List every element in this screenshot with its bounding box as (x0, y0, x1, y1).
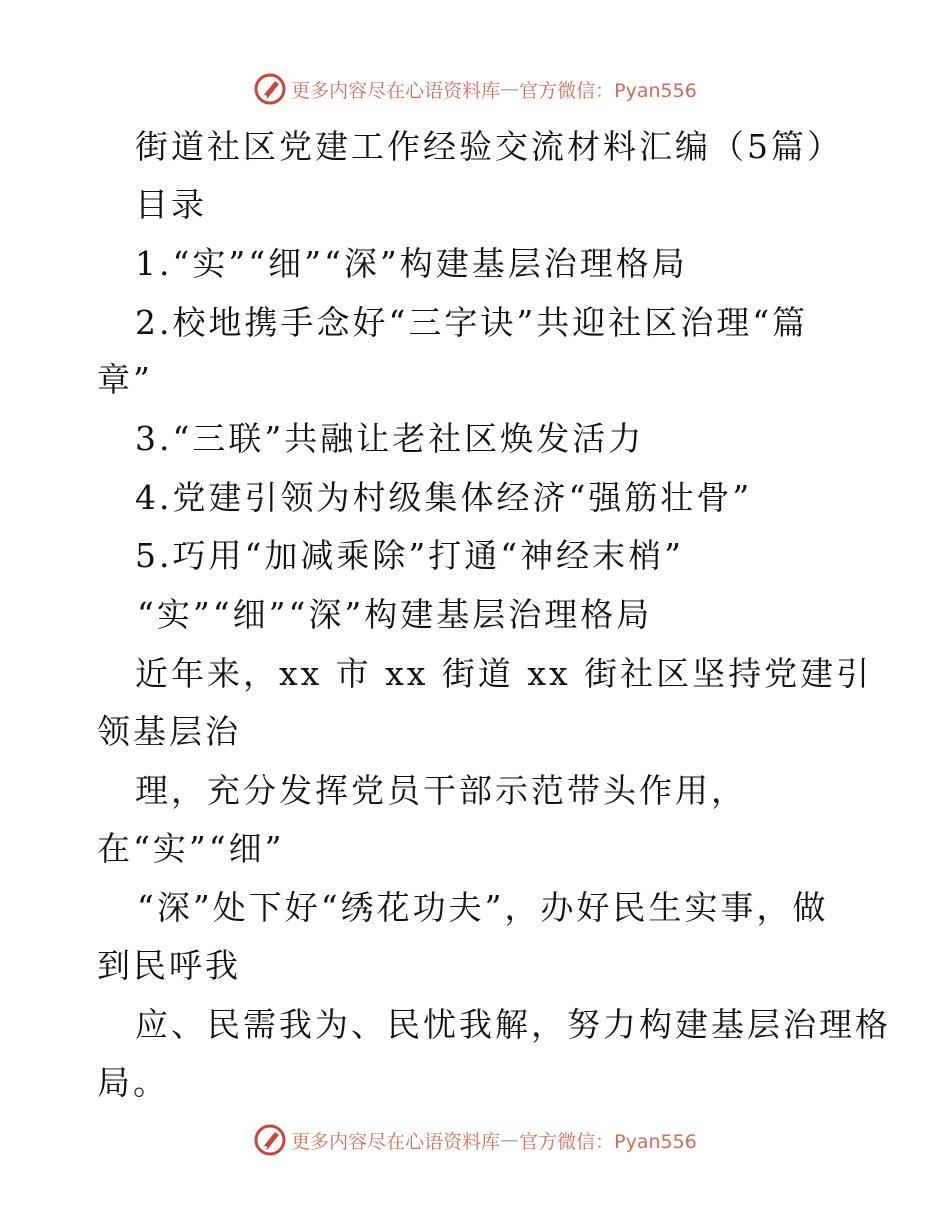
watermark-header (0, 72, 950, 106)
toc-item-2: 2.校地携手念好“三字诀”共迎社区治理“篇 (135, 303, 809, 342)
body-line-5: “深”处下好“绣花功夫”，办好民生实事，做 (137, 888, 829, 927)
body-line-3: 理，充分发挥党员干部示范带头作用， (135, 771, 747, 810)
body-line-6: 到民呼我 (97, 946, 241, 985)
toc-heading: 目录 (135, 185, 207, 224)
body-line-4: 在“实”“细” (97, 829, 285, 868)
body-line-2: 领基层治 (97, 712, 241, 751)
body-line-7: 应、民需我为、民忧我解，努力构建基层治理格 (135, 1005, 891, 1044)
watermark-wechat: 官方微信：Pyan556 (519, 1130, 697, 1153)
toc-item-1: 1.“实”“细”“深”构建基层治理格局 (135, 244, 688, 283)
section-title: “实”“细”“深”构建基层治理格局 (137, 595, 653, 634)
body-line-1: 近年来，xx 市 xx 街道 xx 街社区坚持党建引 (135, 654, 873, 693)
document-title: 街道社区党建工作经验交流材料汇编（5篇） (135, 127, 843, 166)
pen-logo-icon (253, 1123, 287, 1157)
pen-logo-icon (253, 72, 287, 106)
watermark-separator: — (500, 1129, 520, 1151)
watermark-main-text: 更多内容尽在心语资料库 (291, 79, 501, 102)
watermark-wechat: 官方微信：Pyan556 (519, 79, 697, 102)
watermark-footer (0, 1123, 950, 1157)
toc-item-5: 5.巧用“加减乘除”打通“神经末梢” (135, 536, 684, 575)
toc-item-2-continued: 章” (97, 360, 153, 399)
toc-item-4: 4.党建引领为村级集体经济“强筋壮骨” (135, 478, 753, 517)
body-line-8: 局。 (97, 1063, 169, 1102)
watermark-main-text: 更多内容尽在心语资料库 (291, 1130, 501, 1153)
toc-item-3: 3.“三联”共融让老社区焕发活力 (135, 419, 645, 458)
watermark-separator: — (500, 78, 520, 100)
